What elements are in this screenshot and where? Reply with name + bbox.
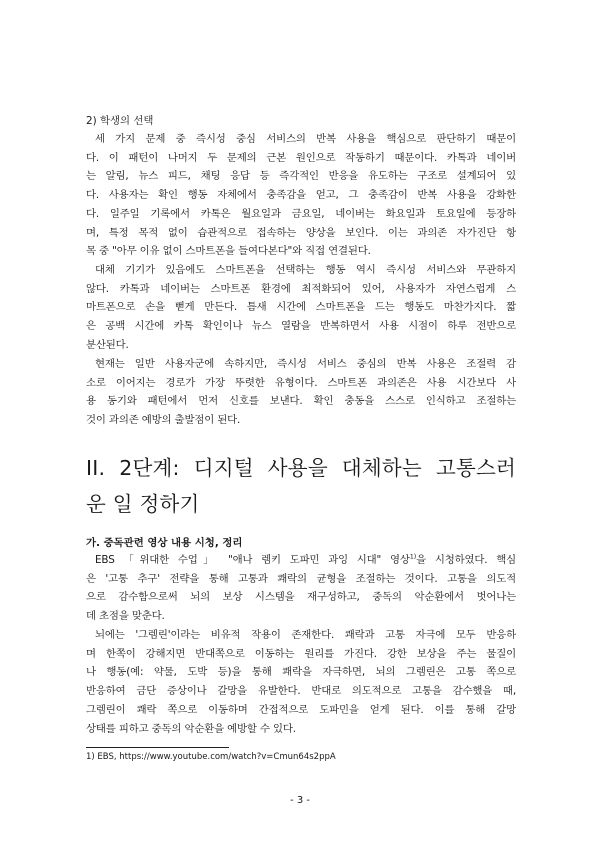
paragraph [86, 626, 516, 738]
text-line: 다. 이 패턴이 나머지 두 문제의 근본 원인으로 작동하기 때문이다. 카톡과 네이버 [86, 151, 516, 164]
paragraph [86, 261, 516, 355]
text-line: 반응하여 금단 증상이나 갈망을 유발한다. 반대로 의도적으로 고통을 감수했을 때, [86, 685, 516, 698]
footnote: 1) EBS, https://www.youtube.com/watch?v=Cmun64s2ppA [86, 752, 336, 762]
text-line: 현재는 일반 사용자군에 속하지만, 즉시성 서비스 중심의 반복 사용은 조절력 감 [95, 358, 516, 370]
text-line: 나 행동(예: 약물, 도박 등)을 통해 쾌락을 자극하면, 뇌의 그렘린은 고통 쪽으로 [86, 666, 516, 679]
text-fragment: 을 시청하였다. 핵심 [416, 554, 517, 566]
text-line: 며, 특정 목적 없이 습관적으로 접속하는 양상을 보인다. 이는 과의존 자가진단 항 [86, 226, 516, 239]
text-line: 다. 사용자는 확인 행동 자체에서 충족감을 얻고, 그 충족감이 반복 사용을 강화한 [86, 189, 516, 202]
section-subheading: 가. 중독관련 영상 내용 시청, 정리 [86, 537, 243, 549]
text-line: 것이 과의존 예방의 출발점이 된다. [86, 414, 241, 427]
text-line: 며 한쪽이 강해지면 반대쪽으로 이동하는 원리를 가진다. 강한 보상을 주는 물질이 [86, 647, 516, 660]
text-line: 으로 감수함으로써 뇌의 보상 시스템을 재구성하고, 중독의 악순환에서 벗어나는 [86, 591, 516, 604]
heading-line: 운 일 정하기 [86, 492, 200, 516]
text-line: 그렘린이 쾌락 쪽으로 이동하며 간접적으로 도파민을 얻게 된다. 이를 통해 갈망 [86, 703, 516, 716]
text-fragment: EBS 「위대한 수업」 "애나 렘키 도파민 과잉 시대" 영상 [95, 554, 410, 566]
text-line: 용 동기와 패턴에서 먼저 신호를 보낸다. 확인 충동을 스스로 인식하고 조절하는 [86, 395, 516, 408]
text-line: 분산된다. [86, 338, 129, 351]
text-line: 마트폰으로 손을 뻗게 만든다. 틈새 시간에 스마트폰을 드는 행동도 마찬가지다. 짧 [86, 301, 516, 314]
footnote-divider [86, 747, 229, 748]
paragraph [86, 355, 516, 430]
chapter-heading [86, 450, 516, 522]
text-line: 뇌에는 '그렘린'이라는 비유적 작용이 존재한다. 쾌락과 고통 자극에 모두 반응하 [95, 629, 516, 641]
text-line: 대체 기기가 있음에도 스마트폰을 선택하는 행동 역시 즉시성 서비스와 무관하지 [95, 264, 516, 276]
paragraph [86, 551, 516, 626]
text-line: 세 가지 문제 중 즉시성 중심 서비스의 반복 사용을 핵심으로 판단하기 때문이 [95, 133, 516, 145]
text-line: 다. 일주일 기록에서 카톡은 월요일과 금요일, 네이버는 화요일과 토요일에 등장하 [86, 207, 516, 220]
text-line: 않다. 카톡과 네이버는 스마트폰 환경에 최적화되어 있어, 사용자가 자연스럽게 스 [86, 282, 516, 295]
text-line: 상태를 피하고 중독의 악순환을 예방할 수 있다. [86, 722, 296, 735]
text-line: 목 중 "아무 이유 없이 스마트폰을 들여다본다"와 직접 연결된다. [86, 245, 371, 258]
text-line: 은 '고통 추구' 전략을 통해 고통과 쾌락의 균형을 조절하는 것이다. 고통을 의도적 [86, 572, 516, 585]
text-line: 소로 이어지는 경로가 가장 뚜렷한 유형이다. 스마트폰 과의존은 사용 시간보다 사 [86, 376, 516, 389]
footnote-mark[interactable]: 1) [409, 552, 417, 561]
text-line [86, 551, 516, 570]
text-line: 데 초점을 맞춘다. [86, 610, 165, 623]
heading-line: II. 2단계: 디지털 사용을 대체하는 고통스러 [86, 456, 516, 480]
paragraph [86, 130, 516, 261]
text-line: 은 공백 시간에 카톡 확인이나 뉴스 열람을 반복하면서 사용 시점이 하루 전반으로 [86, 320, 516, 333]
section-subheading: 2) 학생의 선택 [86, 115, 154, 127]
text-line: 는 알림, 뉴스 피드, 채팅 응답 등 즉각적인 반응을 유도하는 구조로 설계되어 있 [86, 170, 516, 183]
page-number: - 3 - [290, 795, 310, 806]
